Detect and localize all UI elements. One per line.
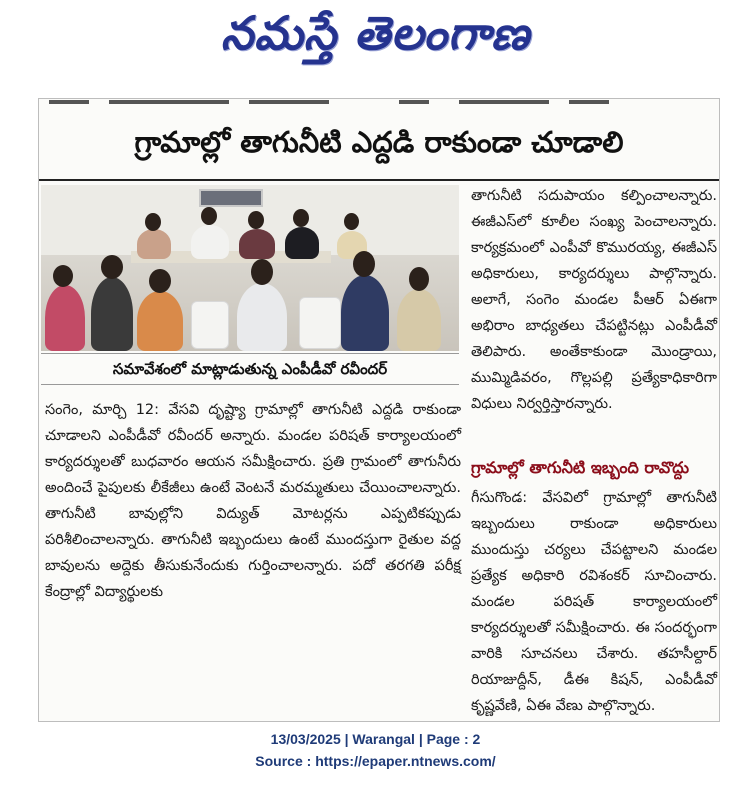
photo-caption: సమావేశంలో మాట్లాడుతున్న ఎంపీడీవో రవీందర్ <box>41 353 459 385</box>
article-right-column: తాగునీటి సదుపాయం కల్పించాలన్నారు. ఈజీఎస్‌లో కూలీల సంఖ్య పెంచాలన్నారు. కార్యక్రమంలో ఎంపీవో కొమురయ్య, ఈజీఎస్ అధికారులు, కార్యదర్శులు పాల్గొన్నారు. అలాగే, సంగెం మండల పీఆర్ ఏఈగా అభిరాం బాధ్యతలు చేపట్టినట్లు ఎంపీడీవో తెలిపారు. అంతేకాకుండా మొండ్రాయి, ముమ్మిడివరం, గొల్లపల్లి ప్రత్యేకాధికారిగా విధులు నిర్వర్తిస్తారన్నారు. <box>471 188 717 412</box>
source-link[interactable]: Source : https://epaper.ntnews.com/ <box>255 753 496 769</box>
edition-info: 13/03/2025 | Warangal | Page : 2 <box>270 731 481 747</box>
masthead <box>0 0 751 78</box>
headline-rule <box>39 179 719 181</box>
meeting-photo <box>41 185 459 351</box>
sub-article-body: గీసుగొండ: వేసవిలో గ్రామాల్లో తాగునీటి ఇబ్బందులు రాకుండా అధికారులు ముందుస్తు చర్యలు చేపట్టాలని మండల ప్రత్యేక అధికారి రవిశంకర్ సూచించారు. మండల పరిషత్ కార్యాలయంలో కార్యదర్శులతో సమీక్షించారు. ఈ సందర్భంగా వారికి సూచనలు చేశారు. తహసీల్దార్ రియాజుద్దీన్, డీఈ కిషన్, ఎంపీడీవో కృష్ణవేణి, ఏఈ వేణు పాల్గొన్నారు. <box>471 490 717 714</box>
article-left-column: సంగెం, మార్చి 12: వేసవి దృష్ట్యా గ్రామాల్లో తాగునీటి ఎద్దడి రాకుండా చూడాలని ఎంపీడీవో రవీందర్ అన్నారు. మండల పరిషత్ కార్యాలయంలో కార్యదర్శులతో బుధవారం ఆయన సమీక్షించారు. ప్రతి గ్రామంలో తాగునీరు అందించే పైపులకు లీకేజీలు ఉంటే వెంటనే మరమ్మతులు చేయించాలన్నారు. తాగునీటి బావుల్లోని విద్యుత్ మోటర్లను ఎప్పటికప్పుడు పరిశీలించాలన్నారు. తాగునీటి ఇబ్బందులు ఉంటే ముందస్తుగా రైతుల వద్ద బావులను అద్దెకు తీసుకునేందుకు గుర్తించాలన్నారు. పదో తరగతి పరీక్ష కేంద్రాల్లో విద్యార్థులకు <box>45 402 461 600</box>
sub-article-heading: గ్రామాల్లో తాగునీటి ఇబ్బంది రావొద్దు <box>471 458 690 477</box>
news-clipping <box>38 98 720 722</box>
previous-article-bleed <box>39 99 719 107</box>
newspaper-logo: నమస్తే తెలంగాణ <box>220 6 531 60</box>
article-headline: గ్రామాల్లో తాగునీటి ఎద్దడి రాకుండా చూడాలి <box>134 125 624 159</box>
